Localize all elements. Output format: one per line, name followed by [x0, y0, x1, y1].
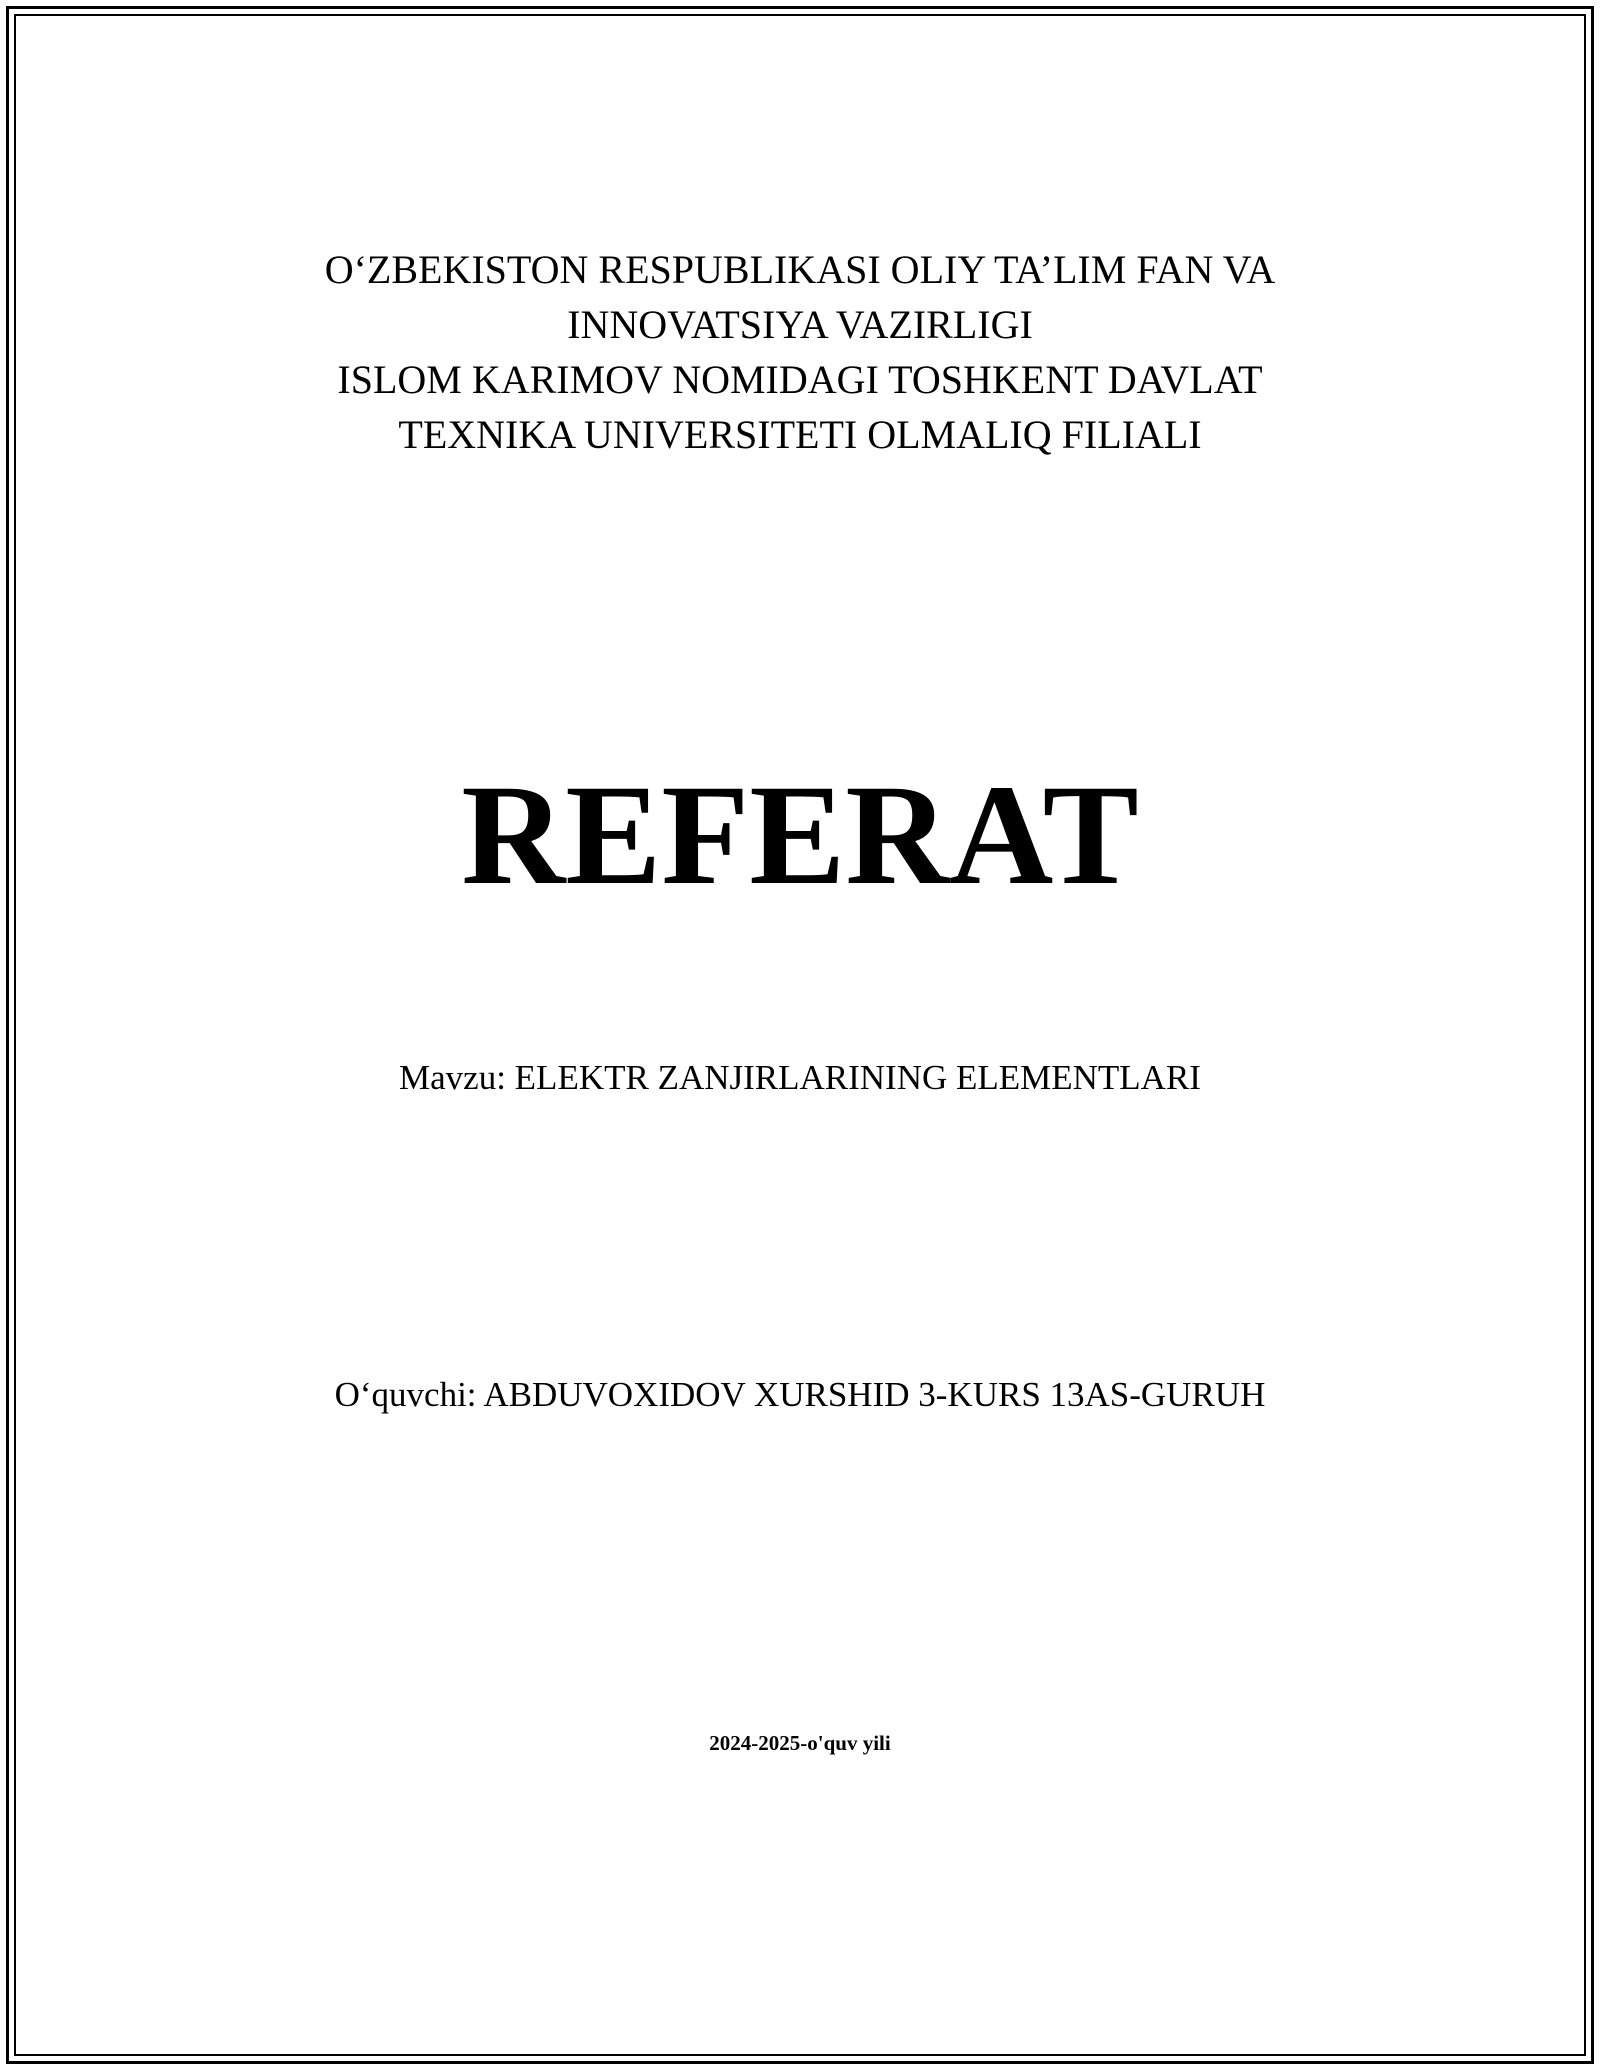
institution-header	[0, 242, 1600, 462]
academic-year: 2024-2025-o'quv yili	[709, 1731, 891, 1755]
topic-line: Mavzu: ELEKTR ZANJIRLARINING ELEMENTLARI	[399, 1058, 1201, 1097]
institution-line: TEXNIKA UNIVERSITETI OLMALIQ FILIALI	[398, 412, 1202, 457]
document-type-title: REFERAT	[461, 756, 1139, 915]
institution-line: ISLOM KARIMOV NOMIDAGI TOSHKENT DAVLAT	[337, 357, 1263, 402]
institution-line: O‘ZBEKISTON RESPUBLIKASI OLIY TA’LIM FAN VA	[324, 247, 1276, 292]
student-line: O‘quvchi: ABDUVOXIDOV XURSHID 3-KURS 13AS-GURUH	[334, 1375, 1266, 1414]
institution-line: INNOVATSIYA VAZIRLIGI	[567, 302, 1033, 347]
